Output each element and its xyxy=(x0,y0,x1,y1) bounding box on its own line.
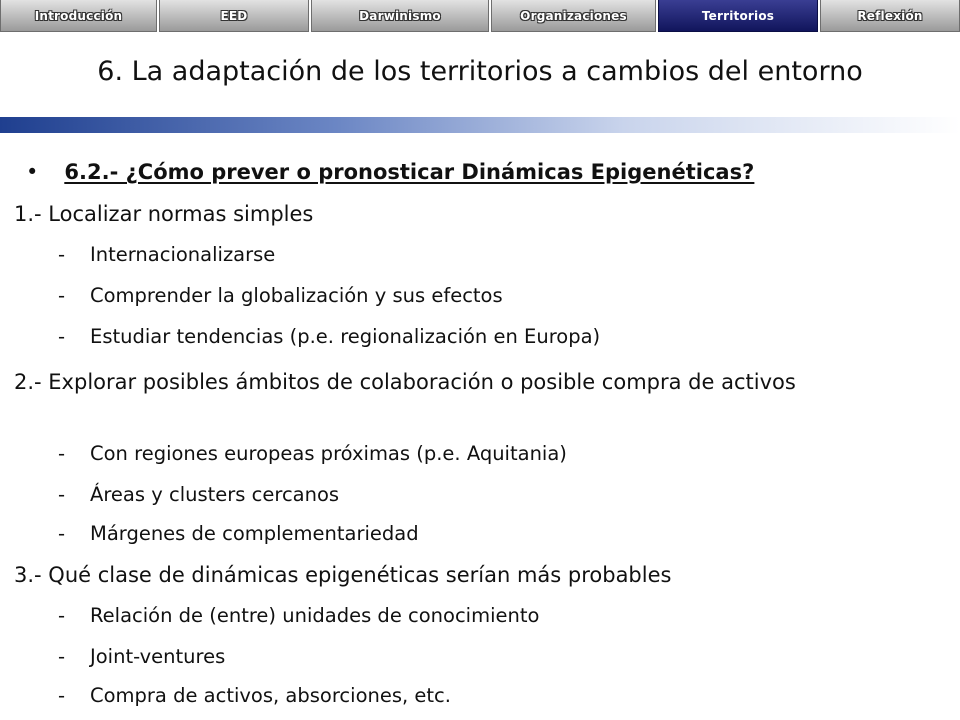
sub-item xyxy=(58,284,503,307)
dash-icon: - xyxy=(58,645,66,668)
section-heading-text: 6.2.- ¿Cómo prever o pronosticar Dinámicas Epigenéticas? xyxy=(64,160,755,184)
sub-item-text: Comprender la globalización y sus efectos xyxy=(90,284,503,307)
list-item-1: 1.- Localizar normas simples xyxy=(14,202,314,226)
dash-icon: - xyxy=(58,243,66,266)
dash-icon: - xyxy=(58,483,66,506)
sub-item-text: Con regiones europeas próximas (p.e. Aquitania) xyxy=(90,442,567,465)
top-navigation xyxy=(0,0,960,34)
sub-item xyxy=(58,442,567,465)
dash-icon: - xyxy=(58,442,66,465)
tab-territorios[interactable]: Territorios xyxy=(658,0,818,32)
sub-item xyxy=(58,645,225,668)
tab-reflexion[interactable]: Reflexión xyxy=(820,0,960,32)
sub-item xyxy=(58,684,451,707)
tab-darwinismo[interactable]: Darwinismo xyxy=(311,0,489,32)
sub-item-text: Compra de activos, absorciones, etc. xyxy=(90,684,451,707)
dash-icon: - xyxy=(58,684,66,707)
list-item-3: 3.- Qué clase de dinámicas epigenéticas serían más probables xyxy=(14,563,672,587)
tab-organizaciones[interactable]: Organizaciones xyxy=(491,0,656,32)
bullet-icon: • xyxy=(26,160,39,184)
sub-item xyxy=(58,325,600,348)
sub-item xyxy=(58,243,275,266)
sub-item xyxy=(58,483,339,506)
title-gradient-bar xyxy=(0,117,960,133)
sub-item xyxy=(58,522,419,545)
list-item-2: 2.- Explorar posibles ámbitos de colaboración o posible compra de activos xyxy=(14,370,796,394)
sub-item-text: Áreas y clusters cercanos xyxy=(90,483,340,506)
tab-introduccion[interactable]: Introducción xyxy=(0,0,157,32)
sub-item-text: Relación de (entre) unidades de conocimiento xyxy=(90,604,540,627)
dash-icon: - xyxy=(58,325,66,348)
tab-eed[interactable]: EED xyxy=(159,0,309,32)
section-heading xyxy=(26,160,754,184)
dash-icon: - xyxy=(58,284,66,307)
dash-icon: - xyxy=(58,522,66,545)
sub-item-text: Márgenes de complementariedad xyxy=(90,522,419,545)
sub-item-text: Internacionalizarse xyxy=(90,243,276,266)
sub-item-text: Estudiar tendencias (p.e. regionalización en Europa) xyxy=(90,325,601,348)
dash-icon: - xyxy=(58,604,66,627)
sub-item-text: Joint-ventures xyxy=(90,645,226,668)
page-title: 6. La adaptación de los territorios a cambios del entorno xyxy=(97,56,863,87)
sub-item xyxy=(58,604,539,627)
